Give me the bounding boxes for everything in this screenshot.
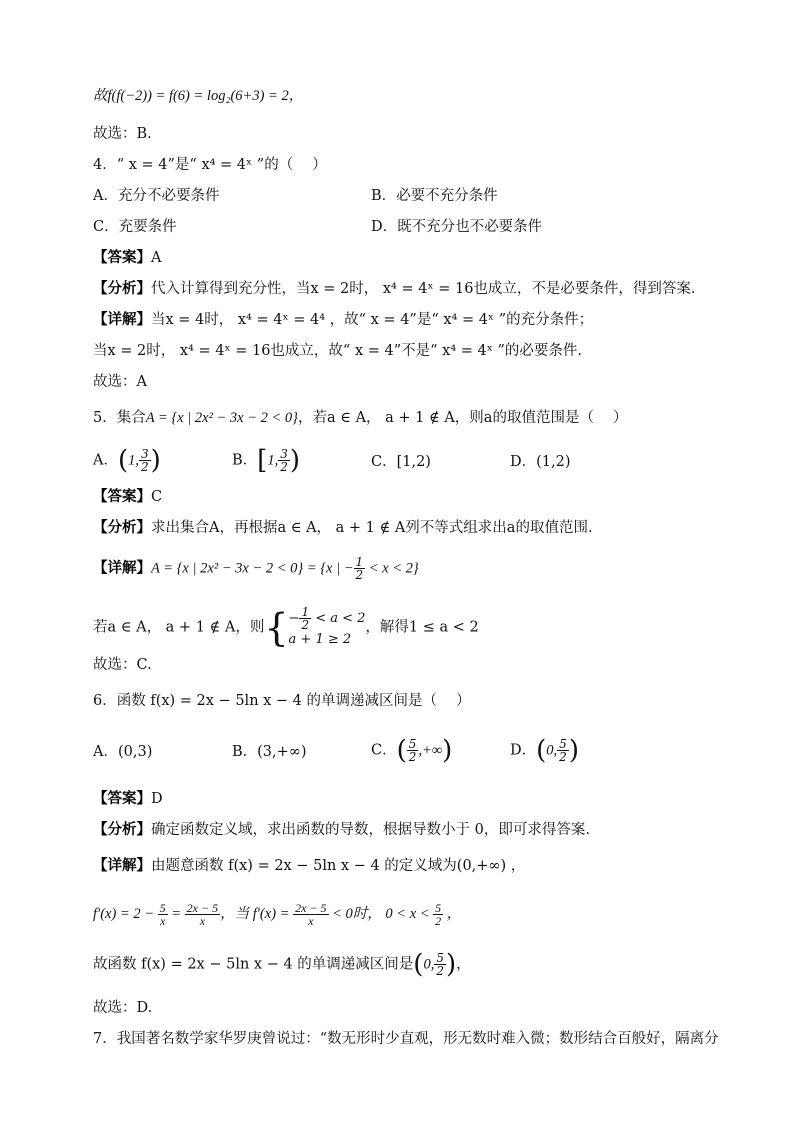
question-7: 7．我国著名数学家华罗庚曾说过：“数无形时少直观，形无数时难入微；数形结合百般好，隔离分 — [93, 1031, 719, 1047]
detail-text: 若a ∈ A， a + 1 ∉ A，则 — [93, 619, 265, 636]
choose-line: 故选：A — [93, 374, 147, 390]
analysis-tag: 【分析】 — [93, 519, 151, 536]
option-d-label: D． — [510, 742, 537, 759]
fraction: $\frac{1}{2}$ — [355, 555, 364, 582]
detail-text: 由题意函数 f(x) = 2x − 5ln x − 4 的定义域为(0,+∞) ， — [151, 858, 526, 874]
option-c: C．( $\frac{5}{2}$ ,+∞) — [371, 735, 453, 766]
option-b: B．[1, $\frac{3}{2}$ ) — [232, 445, 300, 476]
option-b-label: B． — [232, 452, 258, 469]
detail-line: 故函数 f(x) = 2x − 5ln x − 4 的单调递减区间是(0, $\frac{5}{2}$ )， — [93, 949, 471, 980]
system-row: a + 1 ≥ 2 — [288, 632, 352, 647]
text-line: 故f(f(−2)) = f(6) = log₂(6+3) = 2， — [93, 88, 304, 104]
option-a: A．充分不必要条件 — [93, 188, 220, 204]
detail-tag: 【详解】 — [93, 559, 151, 577]
fraction: $\frac{2x - 5}{x}$ — [186, 901, 219, 928]
option-c-label: C． — [371, 742, 397, 759]
option-b: B．(3,+∞) — [232, 744, 307, 760]
analysis-text: 确定函数定义域，求出函数的导数，根据导数小于 0，即可求得答案. — [151, 822, 590, 838]
answer-line — [93, 789, 163, 809]
answer-line — [93, 248, 161, 268]
fraction: $\frac{3}{2}$ — [280, 447, 288, 474]
analysis-line — [93, 518, 593, 538]
question-6: 6．函数 f(x) = 2x − 5ln x − 4 的单调递减区间是（ ） — [93, 693, 471, 709]
analysis-tag: 【分析】 — [93, 821, 151, 838]
detail-line: f′(x) = 2 − $\frac{5}{x}$ = $\frac{2x - 5}{x}$ ，当 f′(x) = $\frac{2x - 5}{x}$ < 0时， 0 < x < $\frac{5}{2}$ ， — [93, 901, 462, 928]
analysis-text: 求出集合A，再根据a ∈ A， a + 1 ∉ A列不等式组求出a的取值范围. — [151, 520, 593, 536]
detail-text: 当x = 4时， x⁴ = 4ˣ = 4⁴ ，故“ x = 4”是“ x⁴ = 4ˣ ”的充分条件； — [151, 312, 594, 328]
detail-line — [93, 310, 593, 330]
question-5 — [93, 408, 628, 428]
set-expression: A = {x | 2x² − 3x − 2 < 0} — [145, 410, 298, 426]
fraction: $\frac{5}{x}$ — [159, 901, 166, 928]
analysis-line — [93, 820, 590, 840]
answer-value: C — [151, 489, 163, 505]
detail-line — [93, 556, 419, 581]
fraction: $\frac{1}{2}$ — [301, 605, 310, 632]
question-4: 4．“ x = 4”是“ x⁴ = 4ˣ ”的（ ） — [93, 157, 327, 173]
option-a: A．(1, $\frac{3}{2}$ ) — [93, 445, 161, 476]
option-b: B．必要不充分条件 — [371, 188, 498, 204]
choose-line: 故选：D. — [93, 1000, 153, 1016]
analysis-tag: 【分析】 — [93, 280, 151, 297]
option-a: A．(0,3) — [93, 744, 153, 760]
inequality-system — [289, 606, 366, 649]
option-d: D．(0, $\frac{5}{2}$ ) — [510, 735, 579, 766]
option-d-value: 0, — [546, 742, 558, 759]
detail-line: 若a ∈ A， a + 1 ∉ A，则{− $\frac{1}{2}$ < a < 2 a + 1 ≥ 2，解得1 ≤ a < 2 — [93, 605, 479, 650]
detail-line — [93, 856, 525, 876]
fraction: $\frac{2x - 5}{x}$ — [295, 901, 327, 928]
option-a-label: A． — [93, 452, 118, 469]
analysis-text: 代入计算得到充分性，当x = 2时， x⁴ = 4ˣ = 16也成立，不是必要条件，得到答案. — [151, 281, 696, 297]
answer-value: D — [151, 791, 163, 807]
detail-text: A = {x | 2x² − 3x − 2 < 0} = {x | − — [151, 560, 354, 577]
option-a-value: 1, — [128, 452, 140, 469]
answer-tag: 【答案】 — [93, 790, 151, 807]
fraction: $\frac{5}{2}$ — [408, 737, 417, 764]
fraction: $\frac{3}{2}$ — [141, 447, 149, 474]
question-5-suffix: ，若a ∈ A， a + 1 ∉ A，则a的取值范围是（ ） — [297, 410, 628, 426]
detail-text-end: < x < 2} — [365, 560, 419, 577]
answer-tag: 【答案】 — [93, 249, 151, 266]
fraction: $\frac{5}{2}$ — [435, 901, 442, 928]
question-5-prefix: 5．集合 — [93, 410, 146, 426]
analysis-line — [93, 279, 696, 299]
option-c: C．[1,2) — [371, 454, 431, 470]
answer-line — [93, 487, 162, 507]
option-d: D．既不充分也不必要条件 — [371, 219, 543, 235]
option-b-value: 1, — [267, 452, 279, 469]
text-line: 故选：B. — [93, 126, 152, 142]
option-c-value: ,+∞ — [418, 742, 443, 759]
system-row: − $\frac{1}{2}$ < a < 2 — [288, 605, 366, 632]
answer-value: A — [151, 250, 162, 266]
choose-line: 故选：C. — [93, 657, 152, 673]
detail-text-end: ，解得1 ≤ a < 2 — [365, 619, 479, 636]
option-c: C．充要条件 — [93, 219, 177, 235]
option-d: D．(1,2) — [510, 454, 571, 470]
detail-line: 当x = 2时， x⁴ = 4ˣ = 16也成立，故“ x = 4”不是“ x⁴ = 4ˣ ”的必要条件. — [93, 343, 583, 359]
detail-tag: 【详解】 — [93, 857, 151, 874]
fraction: $\frac{5}{2}$ — [436, 951, 444, 978]
detail-tag: 【详解】 — [93, 311, 151, 328]
answer-tag: 【答案】 — [93, 488, 151, 505]
fraction: $\frac{5}{2}$ — [559, 737, 567, 764]
